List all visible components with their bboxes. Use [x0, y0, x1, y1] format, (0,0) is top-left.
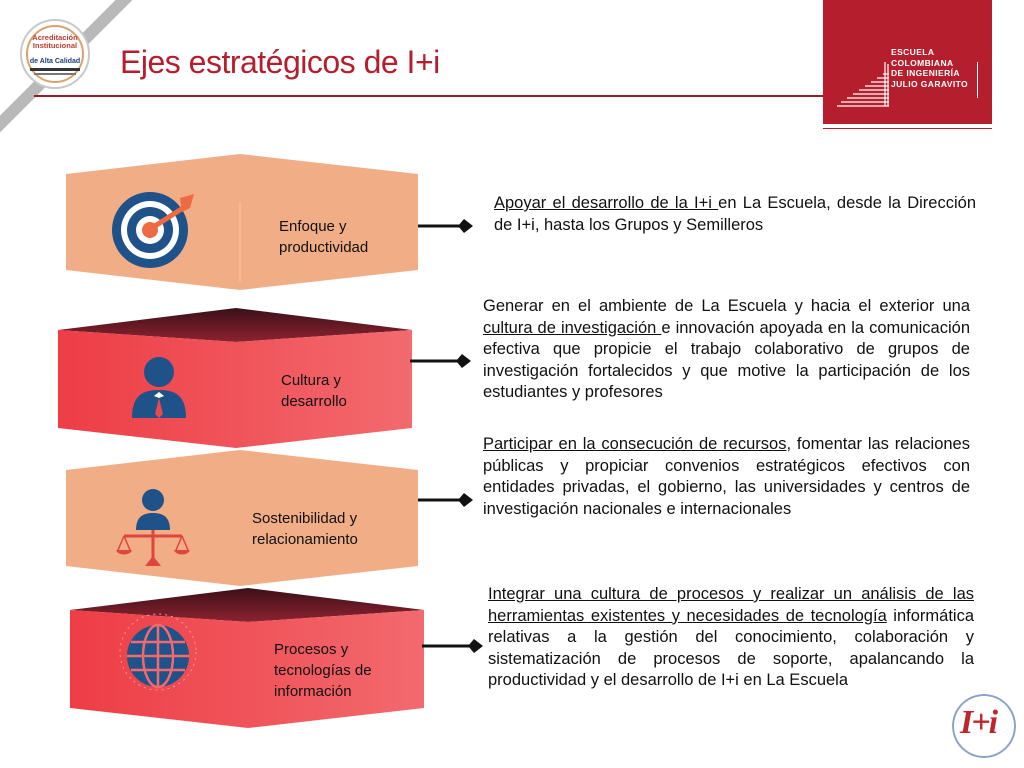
building-icon [835, 58, 891, 110]
axis-label-cultura [281, 370, 347, 412]
connector-arrow [410, 351, 472, 371]
description-underlined: Apoyar el desarrollo de la I+i [494, 194, 719, 212]
axis-description-enfoque [494, 193, 976, 236]
badge-rule [30, 68, 80, 71]
axis-label-line: Procesos y [274, 641, 349, 658]
person-tie-icon [130, 356, 188, 418]
institution-line3: DE INGENIERÍA [891, 68, 960, 78]
slide-title: Ejes estratégicos de I+i [120, 44, 440, 80]
axis-label-sostenibilidad [252, 508, 358, 550]
institution-line1: ESCUELA [891, 47, 935, 57]
description-underlined: Participar en la consecución de recursos [483, 435, 787, 453]
badge-rule-2 [34, 73, 76, 75]
target-icon [108, 190, 200, 272]
logo-underline [823, 124, 992, 128]
axis-box-cultura [58, 308, 414, 450]
axis-label-line: Sostenibilidad y [252, 510, 358, 527]
axis-label-line: tecnologías de [274, 662, 372, 679]
description-text: en La Escuela, desde la Dirección de I+i, hasta los Grupos y Semilleros [494, 194, 976, 234]
axis-label-line: Cultura y [281, 372, 342, 389]
i-plus-i-logo [950, 692, 1018, 760]
axis-label-procesos [274, 639, 372, 702]
globe-icon [118, 612, 198, 692]
axis-label-line: información [274, 683, 352, 700]
institution-line2: COLOMBIANA [891, 57, 954, 68]
axis-description-procesos [488, 584, 974, 692]
institution-line4: JULIO GARAVITO [891, 78, 969, 89]
description-text: Generar en el ambiente de La Escuela y hacia el exterior una [483, 297, 970, 315]
axis-description-sostenibilidad [483, 434, 970, 520]
title-underline [34, 95, 824, 97]
badge-text-top [22, 34, 88, 50]
axis-label-line: Enfoque y [279, 218, 347, 235]
description-underlined: Integrar una cultura de procesos y realizar un análisis de las herramientas existentes y necesidades de tecnología [488, 585, 974, 625]
axis-label-line: relacionamiento [252, 531, 358, 548]
description-text: , fomentar las relaciones públicas y propiciar convenios estratégicos efectivos con entidades privadas, el gobierno, las universidades y centros de investigación nacionales e internacionales [483, 435, 970, 518]
description-underlined: cultura de investigación [483, 318, 662, 337]
connector-arrow [418, 490, 474, 510]
axis-label-enfoque [279, 216, 368, 258]
badge-line3: de Alta Calidad [29, 58, 81, 65]
person-scale-icon [116, 488, 190, 566]
axis-description-cultura [483, 296, 970, 404]
institution-name [891, 47, 968, 89]
badge-line2: Institucional [32, 41, 78, 50]
accreditation-badge [20, 19, 90, 89]
badge-line1: Acreditación [32, 33, 78, 42]
axis-label-line: desarrollo [281, 393, 347, 410]
connector-arrow [418, 216, 474, 236]
logo-side-rule [977, 62, 986, 98]
i-plus-i-text: I+i [960, 704, 997, 741]
connector-arrow [422, 636, 484, 656]
institution-logo [823, 0, 992, 129]
description-text: informática relativas a la gestión del conocimiento, colaboración y sistematización de procesos de soporte, apalancando la productividad y el desarrollo de I+i en La Escuela [488, 606, 974, 689]
axis-label-line: productividad [279, 239, 369, 256]
description-text: e innovación apoyada en la comunicación efectiva que propicie el trabajo colaborativo de grupos de investigación fortalecidos y que motive la participación de los estudiantes y profesores [483, 318, 970, 401]
